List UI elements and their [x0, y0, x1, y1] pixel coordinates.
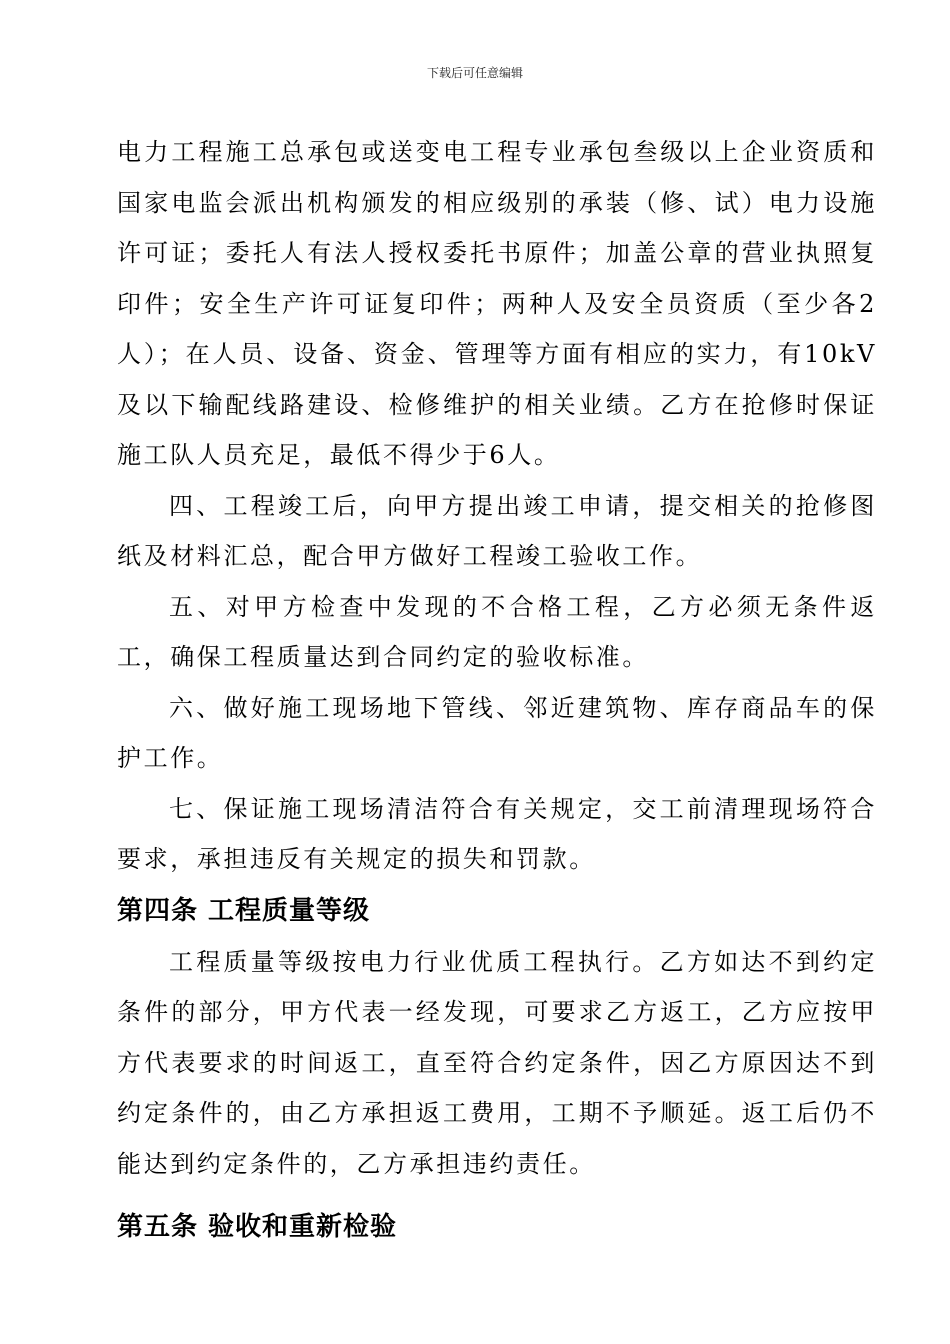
article-4-heading: 第四条 工程质量等级: [117, 895, 371, 926]
paragraph-qualifications: 电力工程施工总承包或送变电工程专业承包叁级以上企业资质和国家电监会派出机构颁发的相应级别的承装（修、试）电力设施许可证；委托人有法人授权委托书原件；加盖公章的营业执照复印件；安全生产许可证复印件；两种人及安全员资质（至少各2人）；在人员、设备、资金、管理等方面有相应的实力，有10kV及以下输配线路建设、检修维护的相关业绩。乙方在抢修时保证施工队人员充足，最低不得少于6人。: [117, 138, 877, 469]
document-body: [117, 127, 877, 1253]
article-5-heading: 第五条 验收和重新检验: [117, 1212, 398, 1242]
paragraph-item-4: 四、工程竣工后，向甲方提出竣工申请，提交相关的抢修图纸及材料汇总，配合甲方做好工程竣工验收工作。: [117, 491, 877, 570]
article-4-paragraph: 工程质量等级按电力行业优质工程执行。乙方如达不到约定条件的部分，甲方代表一经发现，可要求乙方返工，乙方应按甲方代表要求的时间返工，直至符合约定条件，因乙方原因达不到约定条件的，由乙方承担返工费用，工期不予顺延。返工后仍不能达到约定条件的，乙方承担违约责任。: [117, 947, 877, 1178]
paragraph-item-6: 六、做好施工现场地下管线、邻近建筑物、库存商品车的保护工作。: [117, 693, 877, 772]
paragraph-item-7: 七、保证施工现场清洁符合有关规定，交工前清理现场符合要求，承担违反有关规定的损失和罚款。: [117, 794, 877, 873]
paragraph-item-5: 五、对甲方检查中发现的不合格工程，乙方必须无条件返工，确保工程质量达到合同约定的验收标准。: [117, 592, 877, 671]
page-header: 下载后可任意编辑: [426, 66, 523, 80]
